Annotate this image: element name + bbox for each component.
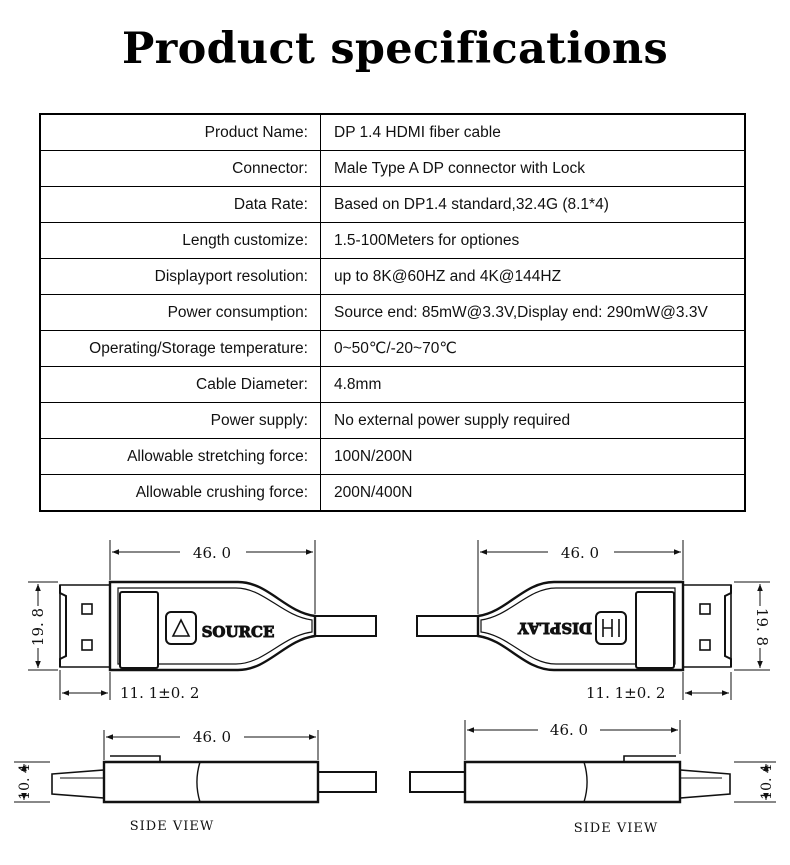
spec-value: Based on DP1.4 standard,32.4G (8.1*4) xyxy=(321,187,746,223)
spec-row-stretching-force xyxy=(40,439,745,475)
spec-value: Male Type A DP connector with Lock xyxy=(321,151,746,187)
spec-value: Source end: 85mW@3.3V,Display end: 290mW@3.3V xyxy=(321,295,746,331)
display-label: DISPLAY xyxy=(517,619,593,637)
length-dimension: 46. 0 xyxy=(192,544,232,562)
source-label: SOURCE xyxy=(201,623,275,641)
spec-value: 1.5-100Meters for optiones xyxy=(321,223,746,259)
spec-row-crushing-force xyxy=(40,475,745,512)
source-dimensions xyxy=(28,540,315,700)
spec-row-resolution xyxy=(40,259,745,295)
spec-label: Operating/Storage temperature: xyxy=(40,331,321,367)
spec-value: up to 8K@60HZ and 4K@144HZ xyxy=(321,259,746,295)
offset-dimension-display: 11. 1±0. 2 xyxy=(586,684,666,702)
spec-row-temperature xyxy=(40,331,745,367)
spec-label: Data Rate: xyxy=(40,187,321,223)
spec-label: Product Name: xyxy=(40,114,321,151)
spec-row-length xyxy=(40,223,745,259)
side-view-label: SIDE VIEW xyxy=(129,819,215,834)
spec-row-cable-diameter xyxy=(40,367,745,403)
spec-label: Allowable stretching force: xyxy=(40,439,321,475)
spec-label: Displayport resolution: xyxy=(40,259,321,295)
source-side-view xyxy=(52,756,376,802)
spec-label: Connector: xyxy=(40,151,321,187)
spec-value: DP 1.4 HDMI fiber cable xyxy=(321,114,746,151)
side-view-label-display: SIDE VIEW xyxy=(573,821,659,836)
spec-row-power-consumption xyxy=(40,295,745,331)
source-side-dimensions xyxy=(14,730,318,802)
spec-label: Length customize: xyxy=(40,223,321,259)
thickness-dimension-display: 10. 4 xyxy=(759,764,775,800)
spec-label: Power supply: xyxy=(40,403,321,439)
length-dimension-display: 46. 0 xyxy=(560,544,600,562)
page-title: Product specifications xyxy=(122,24,668,74)
spec-row-data-rate xyxy=(40,187,745,223)
width-dimension-display: 19. 8 xyxy=(753,607,771,647)
spec-label: Cable Diameter: xyxy=(40,367,321,403)
thickness-dimension: 10. 4 xyxy=(17,764,33,800)
connector-drawings xyxy=(0,530,790,860)
display-side-view xyxy=(410,756,730,802)
spec-value: 200N/400N xyxy=(321,475,746,512)
spec-value: No external power supply required xyxy=(321,403,746,439)
spec-table xyxy=(39,113,746,512)
spec-row-product-name xyxy=(40,114,745,151)
spec-value: 0~50℃/-20~70℃ xyxy=(321,331,746,367)
side-length-dimension: 46. 0 xyxy=(192,728,232,746)
spec-row-connector xyxy=(40,151,745,187)
offset-dimension: 11. 1±0. 2 xyxy=(120,684,200,702)
spec-label: Allowable crushing force: xyxy=(40,475,321,512)
spec-row-power-supply xyxy=(40,403,745,439)
spec-value: 100N/200N xyxy=(321,439,746,475)
width-dimension: 19. 8 xyxy=(29,607,47,647)
spec-label: Power consumption: xyxy=(40,295,321,331)
spec-value: 4.8mm xyxy=(321,367,746,403)
side-length-dimension-display: 46. 0 xyxy=(549,721,589,739)
